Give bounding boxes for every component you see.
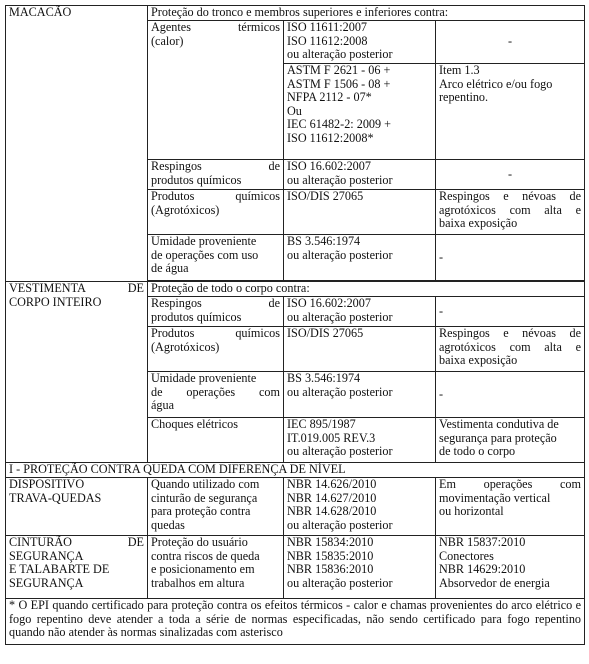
norm-line: NBR 15836:2010 bbox=[287, 562, 374, 577]
note-line: NBR 14629:2010 bbox=[439, 562, 526, 577]
risk-cell bbox=[148, 372, 284, 418]
note-cell bbox=[436, 327, 585, 372]
note-line: repentino. bbox=[439, 90, 489, 105]
note-cell: - bbox=[436, 372, 585, 418]
note-line: Respingos e névoas de bbox=[439, 189, 581, 203]
epi-table bbox=[5, 5, 585, 645]
risk-word: de bbox=[268, 296, 280, 310]
title-word: CINTURÃO bbox=[9, 535, 72, 549]
risk-word: Produtos bbox=[151, 189, 195, 203]
note-cell bbox=[436, 190, 585, 235]
risk-line: de operações com uso bbox=[151, 247, 259, 262]
note-line: agrotóxicos com alta e bbox=[439, 339, 581, 354]
risk-cell bbox=[148, 536, 284, 599]
norms-cell bbox=[284, 160, 436, 190]
norm-line: ou alteração posterior bbox=[287, 517, 393, 532]
risk-cell bbox=[148, 418, 284, 463]
norms-cell bbox=[284, 235, 436, 281]
norms-cell bbox=[284, 536, 436, 599]
risk-line bbox=[151, 190, 280, 204]
note-line: Conectores bbox=[439, 548, 494, 563]
risk-cell bbox=[148, 190, 284, 235]
macacao-risk-line bbox=[151, 21, 280, 35]
norm-line: IEC 895/1987 bbox=[287, 417, 356, 431]
risk-line bbox=[151, 327, 280, 341]
note-line: segurança para proteção bbox=[439, 430, 557, 445]
risk-word: Agentes bbox=[151, 20, 191, 34]
title-word: DE bbox=[127, 535, 144, 549]
risk-cell bbox=[148, 297, 284, 327]
risk-cell bbox=[148, 327, 284, 372]
note-line: baixa exposição bbox=[439, 353, 518, 368]
norm-line: ou alteração posterior bbox=[287, 309, 393, 324]
norms-cell bbox=[284, 418, 436, 463]
risk-line: produtos químicos bbox=[151, 309, 242, 324]
note-line: movimentação vertical bbox=[439, 490, 551, 505]
norm-line: BS 3.546:1974 bbox=[287, 371, 361, 385]
norm-line: NBR 14.626/2010 bbox=[287, 477, 377, 491]
norm-line: ISO 11611:2007 bbox=[287, 20, 368, 34]
section-header: I - PROTEÇÃO CONTRA QUEDA COM DIFERENÇA DE NÍVEL bbox=[6, 463, 585, 478]
risk-line: Proteção do usuário bbox=[151, 535, 248, 549]
vestimenta-title-line bbox=[9, 282, 144, 296]
vestimenta-title-line: CORPO INTEIRO bbox=[9, 294, 102, 309]
norm-line: IT.019.005 REV.3 bbox=[287, 430, 376, 445]
dispositivo-title-cell bbox=[6, 478, 148, 536]
norm-line: NBR 14.627/2010 bbox=[287, 490, 377, 505]
risk-line: (Agrotóxicos) bbox=[151, 339, 220, 354]
note-line: Arco elétrico e/ou fogo bbox=[439, 76, 553, 91]
risk-line: (Agrotóxicos) bbox=[151, 202, 220, 217]
norm-line: ASTM F 1506 - 08 + bbox=[287, 76, 391, 91]
note-cell bbox=[436, 478, 585, 536]
title-word: VESTIMENTA bbox=[9, 281, 86, 295]
norms-cell bbox=[284, 64, 436, 160]
risk-line: (calor) bbox=[151, 33, 184, 48]
norm-line: ISO 16.602:2007 bbox=[287, 296, 371, 310]
norm-line: ou alteração posterior bbox=[287, 444, 393, 459]
risk-cell bbox=[148, 160, 284, 190]
note-cell bbox=[436, 64, 585, 160]
note-line: baixa exposição bbox=[439, 216, 518, 231]
note-line: agrotóxicos com alta e bbox=[439, 202, 581, 217]
norms-cell bbox=[284, 21, 436, 64]
note-line: NBR 15837:2010 bbox=[439, 535, 526, 549]
risk-word: de bbox=[268, 159, 280, 173]
norm-line: NBR 15835:2010 bbox=[287, 548, 374, 563]
norm-line: ou alteração posterior bbox=[287, 384, 393, 399]
risk-line: Umidade proveniente bbox=[151, 371, 257, 385]
risk-line: cinturão de segurança bbox=[151, 490, 258, 505]
norms-cell bbox=[284, 190, 436, 235]
norm-line: ou alteração posterior bbox=[287, 575, 393, 590]
risk-word: Respingos bbox=[151, 159, 202, 173]
macacao-title-cell bbox=[6, 6, 148, 282]
cinturao-title-line: E TALABARTE DE bbox=[9, 562, 110, 577]
note-line: Item 1.3 bbox=[439, 63, 480, 77]
risk-word: Produtos bbox=[151, 326, 195, 340]
cinturao-title-line: SEGURANÇA bbox=[9, 548, 84, 563]
risk-line: quedas bbox=[151, 517, 185, 532]
norm-line: NFPA 2112 - 07* bbox=[287, 90, 372, 105]
norm-line: ou alteração posterior bbox=[287, 247, 393, 262]
risk-line bbox=[151, 160, 280, 174]
note-line: Absorvedor de energia bbox=[439, 575, 550, 590]
risk-line: água bbox=[151, 398, 175, 413]
risk-line: de operações com bbox=[151, 384, 280, 399]
risk-word: químicos bbox=[235, 326, 280, 340]
note-word: operações bbox=[483, 477, 533, 491]
note-cell: - bbox=[436, 235, 585, 281]
dispositivo-title-line: DISPOSITIVO bbox=[9, 477, 85, 491]
note-cell bbox=[436, 418, 585, 463]
norm-line: IEC 61482-2: 2009 + bbox=[287, 117, 392, 132]
note-cell: - bbox=[436, 21, 585, 64]
norm-line: ISO 11612:2008 bbox=[287, 33, 368, 48]
norm-line: ISO/DIS 27065 bbox=[287, 326, 364, 340]
risk-line: Choques elétricos bbox=[151, 417, 238, 431]
note-line: Vestimenta condutiva de bbox=[439, 417, 559, 431]
footnote: * O EPI quando certificado para proteção contra os efeitos térmicos - calor e chamas provenientes do arco elétrico e fogo repentino deve atender a toda a série de normas especificadas, não sendo certificado para fogo repentino quando não atender às normas sinalizadas com asterisco bbox=[6, 599, 585, 645]
risk-line: trabalhos em altura bbox=[151, 575, 245, 590]
risk-line: contra riscos de queda bbox=[151, 548, 260, 563]
risk-word: químicos bbox=[235, 189, 280, 203]
risk-cell bbox=[148, 478, 284, 536]
risk-line bbox=[151, 297, 280, 311]
norm-line: ASTM F 2621 - 06 + bbox=[287, 63, 391, 77]
norm-line: ou alteração posterior bbox=[287, 47, 393, 62]
risk-line: Quando utilizado com bbox=[151, 477, 260, 491]
risk-line: Umidade proveniente bbox=[151, 234, 257, 248]
note-cell: - bbox=[436, 160, 585, 190]
norm-line: NBR 15834:2010 bbox=[287, 535, 374, 549]
risk-line: de água bbox=[151, 261, 189, 276]
risk-line: e posicionamento em bbox=[151, 562, 255, 577]
norms-cell bbox=[284, 372, 436, 418]
macacao-header: Proteção do tronco e membros superiores e inferiores contra: bbox=[148, 6, 585, 21]
note-line: ou horizontal bbox=[439, 504, 504, 519]
note-line: Respingos e névoas de bbox=[439, 326, 581, 340]
risk-word: Respingos bbox=[151, 296, 202, 310]
norm-line: NBR 14.628/2010 bbox=[287, 504, 377, 519]
norm-line: ISO/DIS 27065 bbox=[287, 189, 364, 203]
title-word: DE bbox=[127, 281, 144, 295]
norms-cell bbox=[284, 478, 436, 536]
cinturao-title-line: SEGURANÇA bbox=[9, 575, 84, 590]
vestimenta-title-cell bbox=[6, 282, 148, 463]
norm-line: ou alteração posterior bbox=[287, 172, 393, 187]
risk-word: térmicos bbox=[238, 20, 280, 34]
note-cell: - bbox=[436, 297, 585, 327]
norms-cell bbox=[284, 327, 436, 372]
note-word: com bbox=[560, 477, 581, 491]
epi-table-document bbox=[5, 5, 584, 645]
norm-line: BS 3.546:1974 bbox=[287, 234, 361, 248]
norm-line: ISO 16.602:2007 bbox=[287, 159, 371, 173]
dispositivo-title-line: TRAVA-QUEDAS bbox=[9, 490, 102, 505]
macacao-risk-cell bbox=[148, 21, 284, 160]
note-cell bbox=[436, 536, 585, 599]
vestimenta-header: Proteção de todo o corpo contra: bbox=[148, 282, 585, 297]
risk-cell bbox=[148, 235, 284, 281]
cinturao-title-line bbox=[9, 536, 144, 550]
note-line: de todo o corpo bbox=[439, 444, 516, 459]
norms-cell bbox=[284, 297, 436, 327]
risk-line: para proteção contra bbox=[151, 504, 251, 519]
note-line bbox=[439, 478, 581, 492]
risk-line: produtos químicos bbox=[151, 172, 242, 187]
norm-line: Ou bbox=[287, 103, 302, 118]
macacao-title: MACACÃO bbox=[9, 5, 72, 19]
norm-line: ISO 11612:2008* bbox=[287, 130, 374, 145]
note-word: Em bbox=[439, 477, 456, 491]
cinturao-title-cell bbox=[6, 536, 148, 599]
